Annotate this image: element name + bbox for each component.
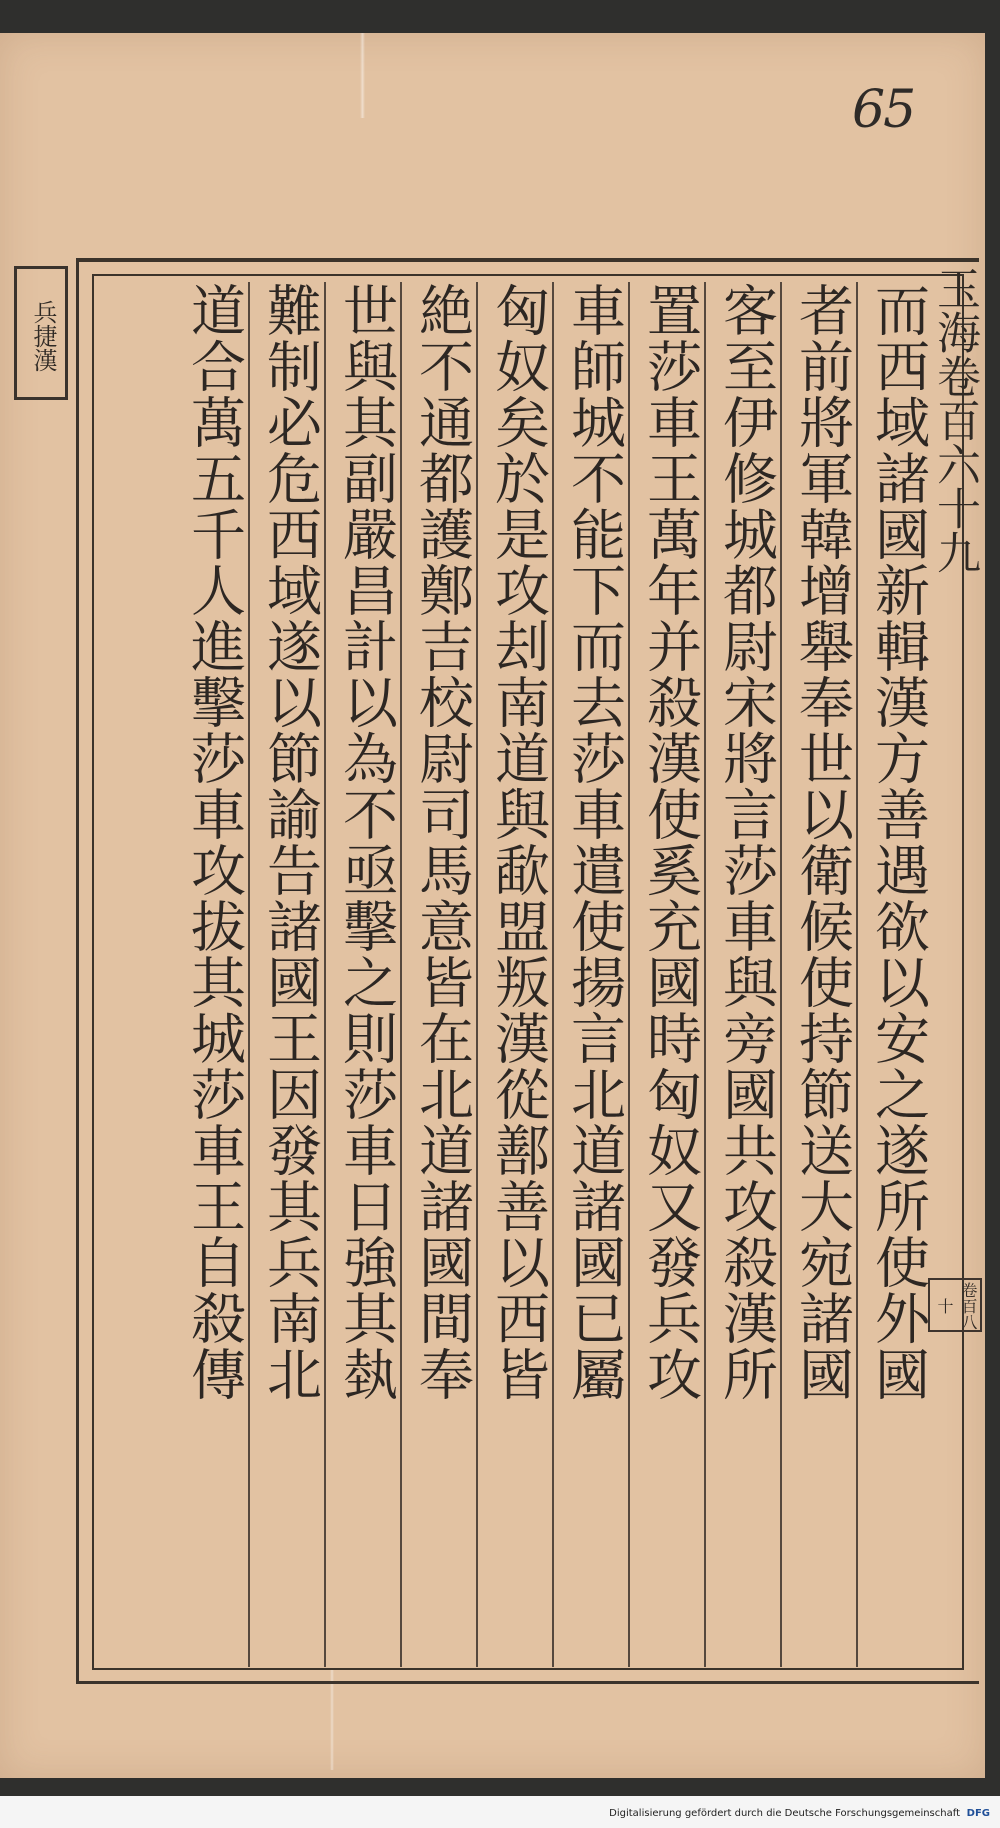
text-column: 世與其副嚴昌計以為不亟擊之則莎車日強其埶: [334, 282, 398, 1402]
footer-note: Digitalisierung gefördert durch die Deutsche Forschungsgemeinschaft: [609, 1808, 960, 1819]
margin-ear-label: 兵捷漢: [14, 266, 68, 400]
handwritten-page-number: 65: [852, 80, 915, 140]
right-running-header: 玉海卷百六十九: [929, 266, 980, 574]
text-column: 道合萬五千人進擊莎車攻拔其城莎車王自殺傳: [182, 282, 246, 1402]
text-column: 者前將軍韓增舉奉世以衛候使持節送大宛諸國: [790, 282, 854, 1402]
paper-fold-mark-bottom: [330, 1670, 334, 1770]
text-column: 置莎車王萬年并殺漢使奚充國時匈奴又發兵攻: [638, 282, 702, 1402]
text-column: 絶不通都護鄭吉校尉司馬意皆在北道諸國間奉: [410, 282, 474, 1402]
dfg-logo: DFG: [966, 1808, 990, 1819]
margin-seal-box: 卷百八十: [928, 1278, 982, 1332]
text-column: 而西域諸國新輯漢方善遇欲以安之遂所使外國: [866, 282, 930, 1402]
text-column: 車師城不能下而去莎車遣使揚言北道諸國已屬: [562, 282, 626, 1402]
text-column: 客至伊修城都尉宋將言莎車與旁國共攻殺漢所: [714, 282, 778, 1402]
text-column: 匈奴矣於是攻刦南道與歃盟叛漢從鄯善以西皆: [486, 282, 550, 1402]
text-column: 難制必危西域遂以節諭告諸國王因發其兵南北: [258, 282, 322, 1402]
paper-fold-mark: [360, 33, 365, 118]
